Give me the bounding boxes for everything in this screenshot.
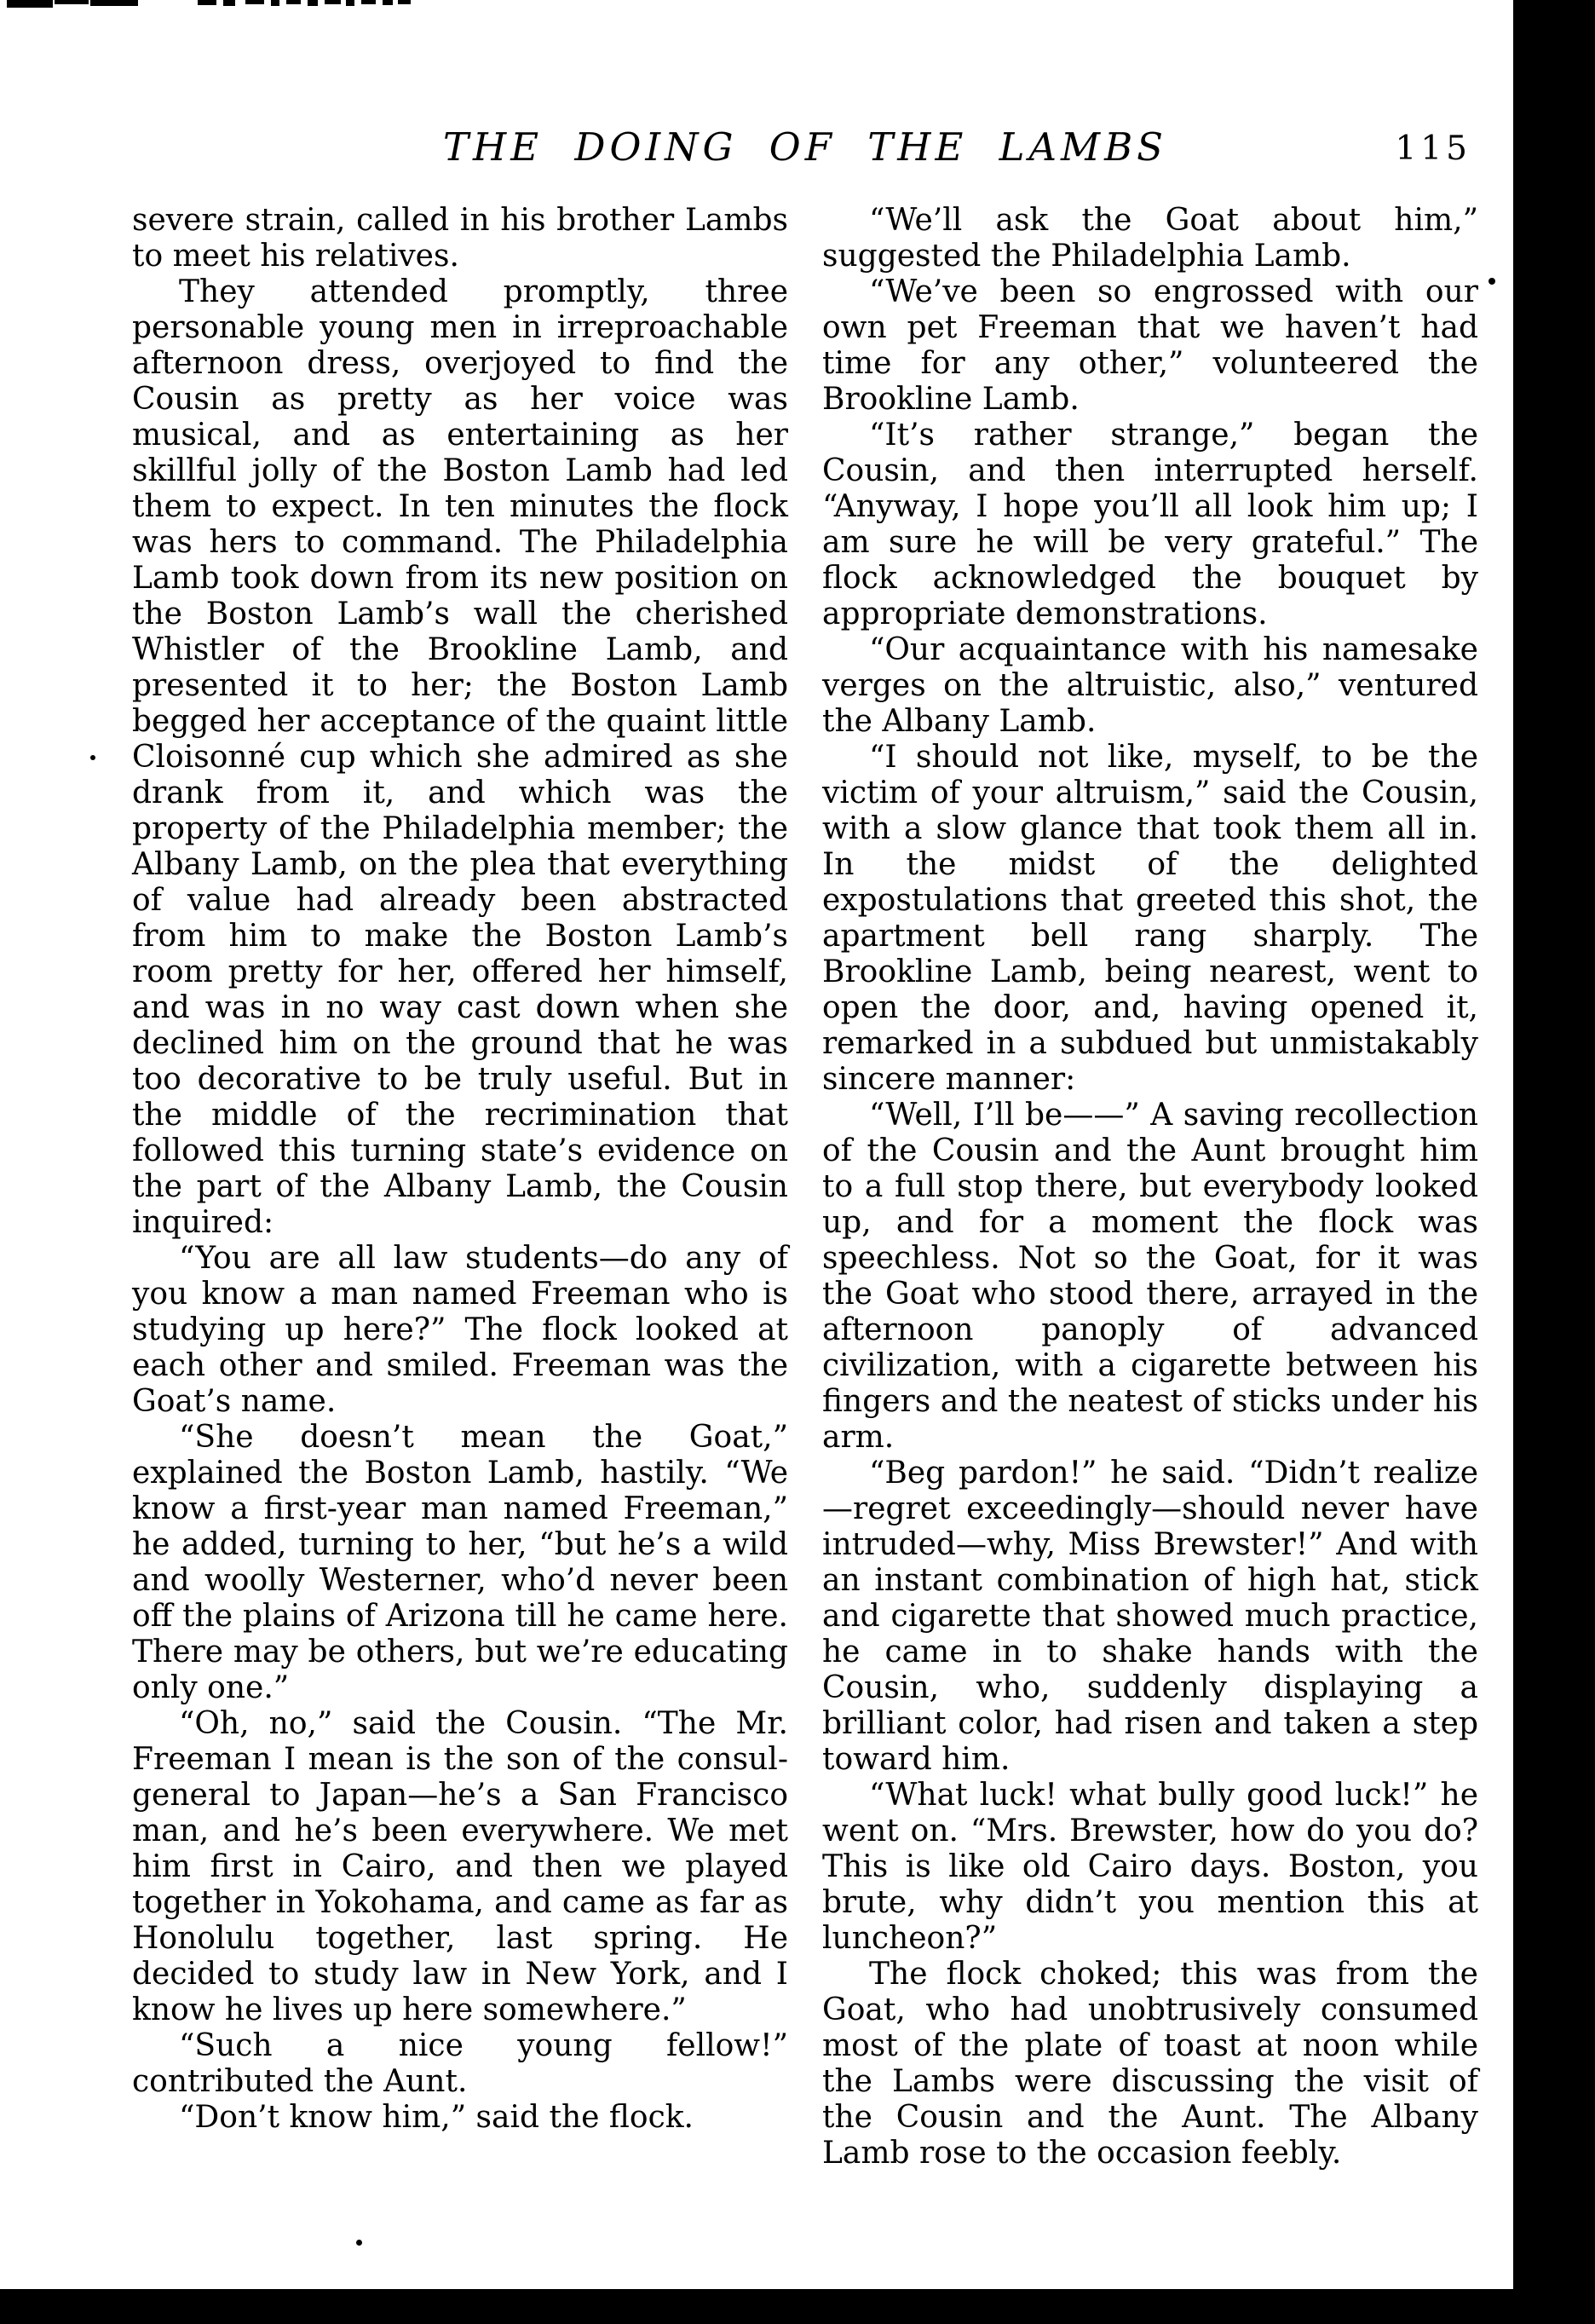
scan-mark (346, 0, 354, 6)
scan-mark (223, 0, 235, 6)
paragraph: severe strain, called in his brother Lambs to meet his relatives. (132, 203, 788, 274)
paragraph: “I should not like, myself, to be the victim of your altruism,” said the Cousin, with a slow glance that took them all in. In the midst of the delighted expostulations that greeted this shot, the apartment bell rang sharply. The Brookline Lamb, being nearest, went to open the door, and, having opened it, remarked in a subdued but unmistakably sincere manner: (822, 740, 1478, 1097)
paragraph: “Such a nice young fellow!” contributed the Aunt. (132, 2028, 788, 2099)
scan-dot (1488, 278, 1495, 285)
page-edge-bar-right (1513, 0, 1595, 2324)
paragraph: The flock choked; this was from the Goat, who had unobtrusively consumed most of the plate of toast at noon while the Lambs were discussing the visit of the Cousin and the Aunt. The Albany Lamb rose to the occasion feebly. (822, 1957, 1478, 2171)
paragraph: “Don’t know him,” said the flock. (179, 2100, 694, 2135)
paragraph: “You are all law students—do any of you know a man named Freeman who is studying up here?” The flock looked at each other and smiled. Freeman was the Goat’s name. (132, 1241, 788, 1419)
paragraph: “Oh, no,” said the Cousin. “The Mr. Freeman I mean is the son of the consul-general to Japan—he’s a San Francisco man, and he’s been everywhere. We met him first in Cairo, and then we played together in Yokohama, and came as far as Honolulu together, last spring. He decided to study law in New York, and I know he lives up here somewhere.” (132, 1706, 788, 2027)
scan-mark (7, 0, 53, 8)
left-column (132, 203, 788, 2171)
paragraph: “It’s rather strange,” began the Cousin, and then interrupted herself. “Anyway, I hope you’ll all look him up; I am sure he will be very grateful.” The flock acknowledged the bouquet by appropriate demonstrations. (822, 418, 1478, 631)
paragraph: “We’ve been so engrossed with our own pet Freeman that we haven’t had time for any other,” volunteered the Brookline Lamb. (822, 274, 1478, 417)
scan-mark (90, 0, 138, 6)
scan-dot (90, 755, 95, 760)
scan-mark (361, 0, 376, 4)
right-column (822, 203, 1478, 2171)
scan-mark (198, 0, 216, 5)
scan-mark (286, 0, 301, 4)
paragraph: “Beg pardon!” he said. “Didn’t realize—regret exceedingly—should never have intruded—why, Miss Brewster!” And with an instant combination of high hat, stick and cigarette that showed much practice, he came in to shake hands with the Cousin, who, suddenly displaying a brilliant color, had risen and taken a step toward him. (822, 1456, 1478, 1777)
scan-mark (398, 0, 411, 4)
paragraph: “She doesn’t mean the Goat,” explained the Boston Lamb, hastily. “We know a first-year man named Freeman,” he added, turning to her, “but he’s a wild and woolly Westerner, who’d never been off the plains of Arizona till he came here. There may be others, but we’re educating only one.” (132, 1420, 788, 1705)
paragraph: “We’ll ask the Goat about him,” suggested the Philadelphia Lamb. (822, 203, 1478, 274)
page-edge-bar-bottom (0, 2289, 1595, 2324)
scan-mark (325, 0, 341, 4)
page-header (132, 124, 1478, 176)
scan-mark (271, 0, 279, 6)
paragraph: “Our acquaintance with his namesake verges on the altruistic, also,” ventured the Albany Lamb. (822, 632, 1478, 739)
scan-mark (245, 0, 264, 4)
page-title: THE DOING OF THE LAMBS (443, 124, 1167, 170)
scan-mark (55, 0, 89, 4)
page-number: 115 (1395, 130, 1471, 168)
text-columns (132, 203, 1478, 2171)
paragraph: “Well, I’ll be——” A saving recollection of the Cousin and the Aunt brought him to a full stop there, but everybody looked up, and for a moment the flock was speechless. Not so the Goat, for it was the Goat who stood there, arrayed in the afternoon panoply of advanced civilization, with a cigarette between his fingers and the neatest of sticks under his arm. (822, 1098, 1478, 1455)
paragraph: They attended promptly, three personable young men in irreproachable afternoon dress, overjoyed to find the Cousin as pretty as her voice was musical, and as entertaining as her skillful jolly of the Boston Lamb had led them to expect. In ten minutes the flock was hers to command. The Philadelphia Lamb took down from its new position on the Boston Lamb’s wall the cherished Whistler of the Brookline Lamb, and presented it to her; the Boston Lamb begged her acceptance of the quaint little Cloisonné cup which she admired as she drank from it, and which was the property of the Philadelphia member; the Albany Lamb, on the plea that everything of value had already been abstracted from him to make the Boston Lamb’s room pretty for her, offered her himself, and was in no way cast down when she declined him on the ground that he was too decorative to be truly useful. But in the middle of the recrimination that followed this turning state’s evidence on the part of the Albany Lamb, the Cousin inquired: (132, 274, 788, 1240)
scan-mark (308, 0, 318, 6)
scan-dot (356, 2240, 362, 2246)
scan-mark (383, 0, 393, 5)
paragraph: “What luck! what bully good luck!” he went on. “Mrs. Brewster, how do you do? This is like old Cairo days. Boston, you brute, why didn’t you mention this at luncheon?” (822, 1778, 1478, 1956)
